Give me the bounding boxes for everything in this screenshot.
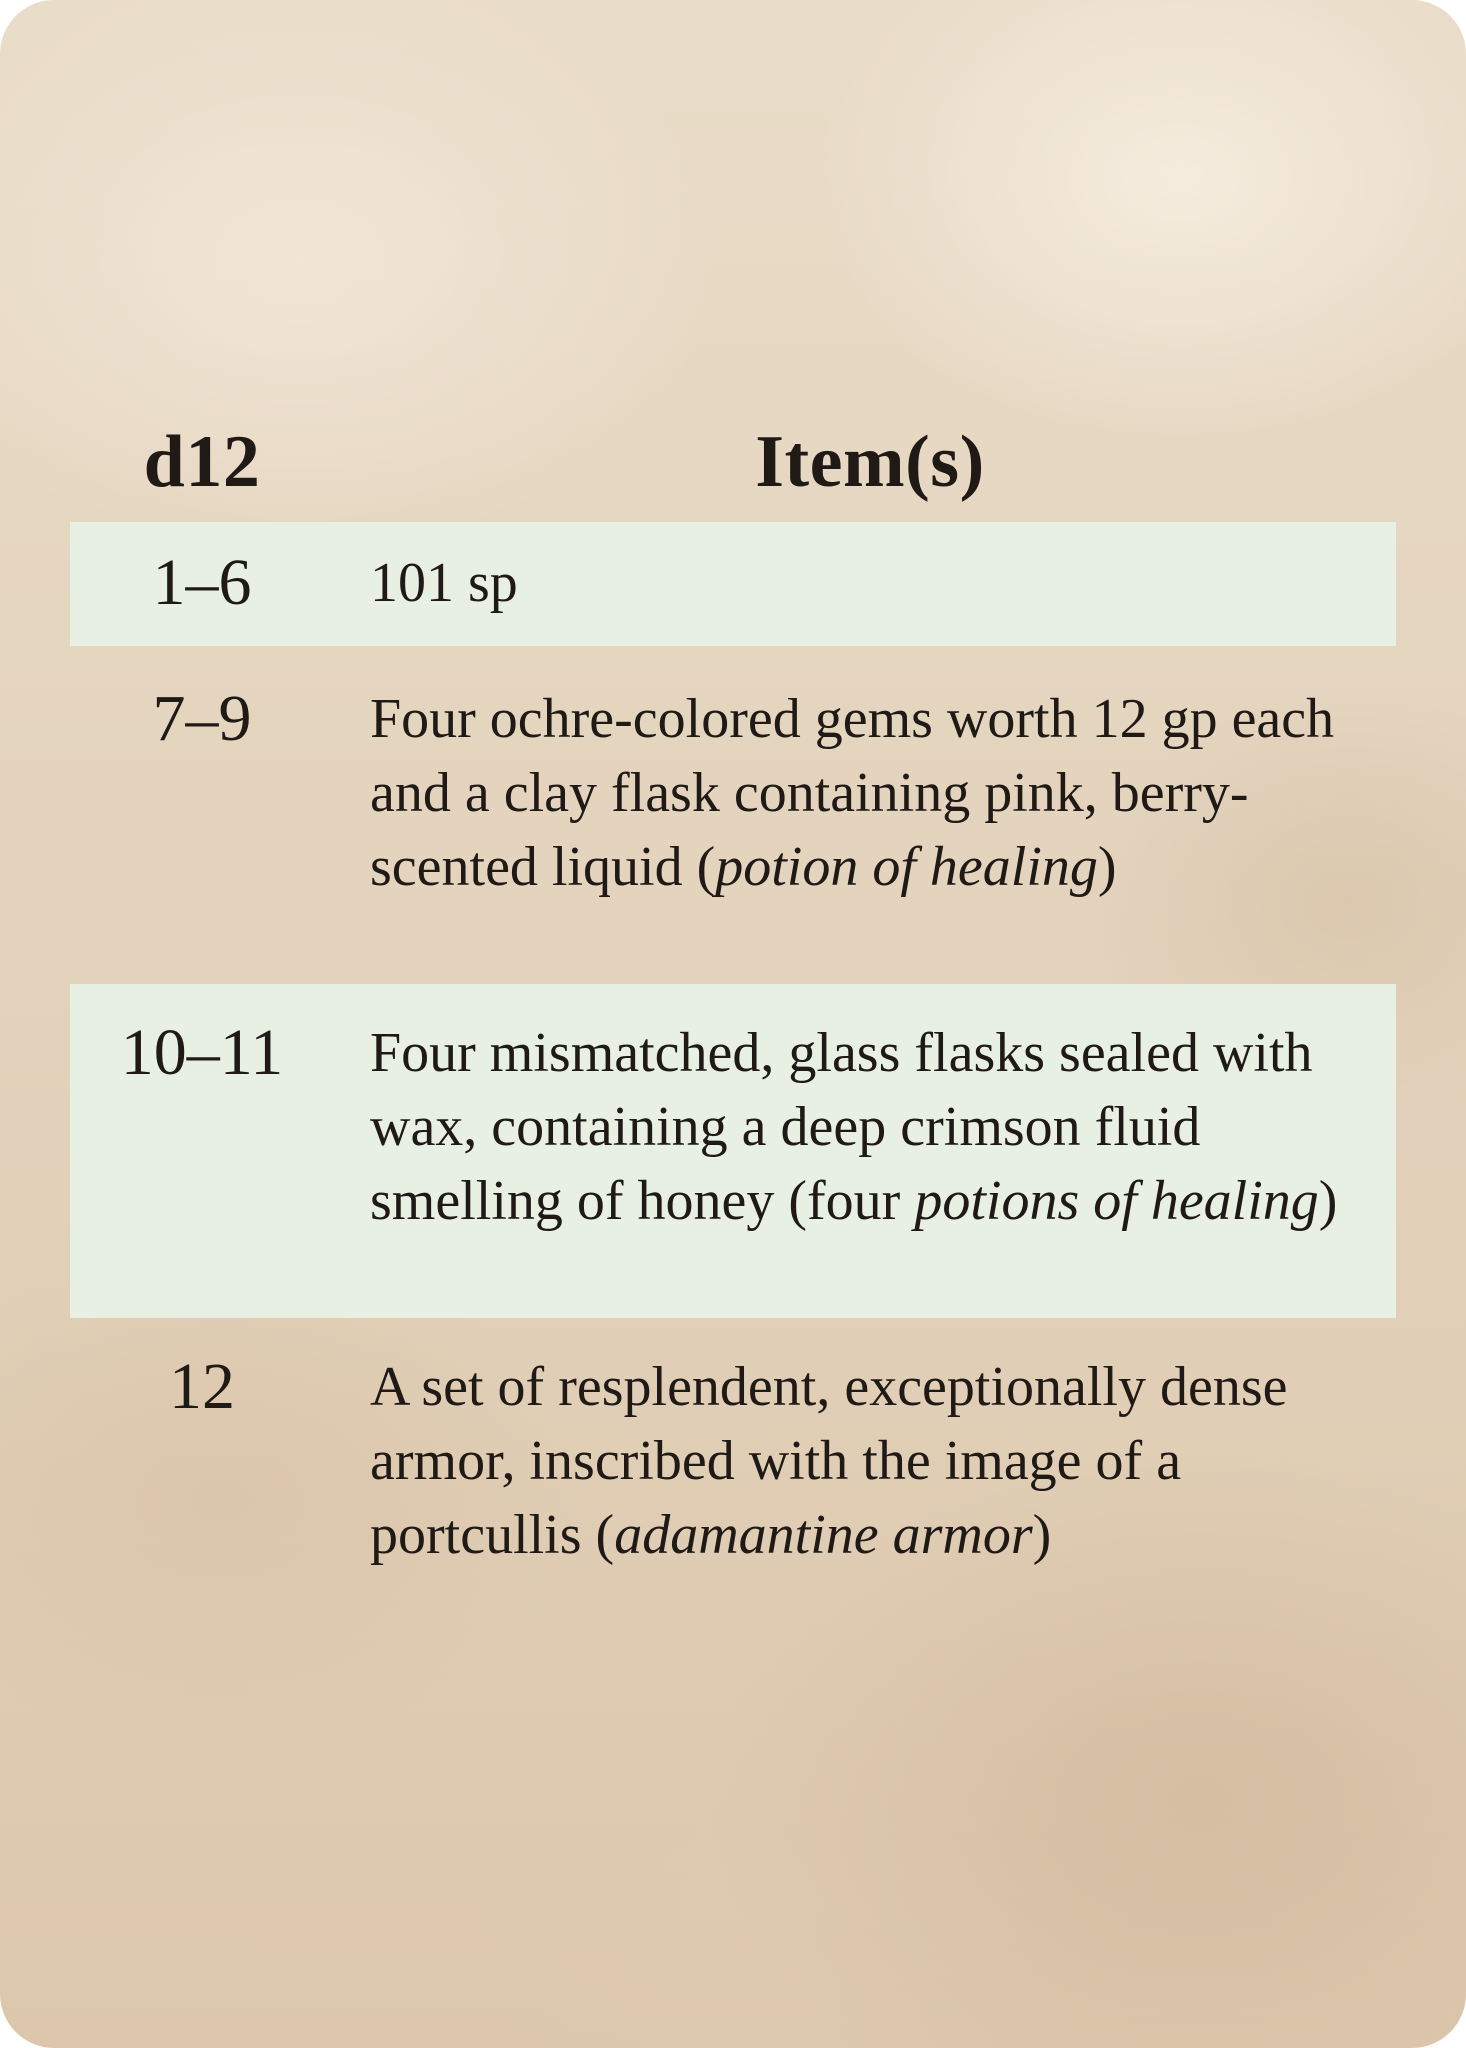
roll-range: 12 xyxy=(169,1350,235,1423)
table-row xyxy=(70,646,1396,984)
item-text-end: ) xyxy=(1097,836,1117,898)
table-row xyxy=(70,1318,1396,1572)
table-row xyxy=(70,522,1396,646)
item-description xyxy=(70,1016,1396,1238)
item-text-end: ) xyxy=(1318,1170,1338,1232)
item-text: Four mismatched, glass flasks sealed with wax, containing a deep crimson fluid smelling of honey (four xyxy=(370,1022,1313,1232)
treasure-table xyxy=(70,418,1396,1572)
header-d12: d12 xyxy=(143,421,261,503)
item-text: Four ochre-colored gems worth 12 gp each and a clay flask containing pink, berry-scented liquid ( xyxy=(370,688,1335,898)
roll-range: 7–9 xyxy=(152,682,252,755)
header-items: Item(s) xyxy=(755,421,985,503)
item-description xyxy=(70,546,1396,620)
item-text-end: ) xyxy=(1032,1504,1052,1566)
table-row xyxy=(70,984,1396,1318)
item-text: 101 sp xyxy=(370,552,518,614)
item-magic-name: potions of healing xyxy=(914,1170,1319,1232)
item-magic-name: potion of healing xyxy=(715,836,1098,898)
roll-range: 10–11 xyxy=(120,1016,284,1089)
table-header xyxy=(70,418,1396,522)
item-text: A set of resplendent, exceptionally dense armor, inscribed with the image of a portcullis ( xyxy=(370,1356,1288,1566)
item-magic-name: adamantine armor xyxy=(614,1504,1033,1566)
item-description xyxy=(70,682,1396,904)
item-description xyxy=(70,1350,1396,1572)
roll-range: 1–6 xyxy=(152,546,252,619)
